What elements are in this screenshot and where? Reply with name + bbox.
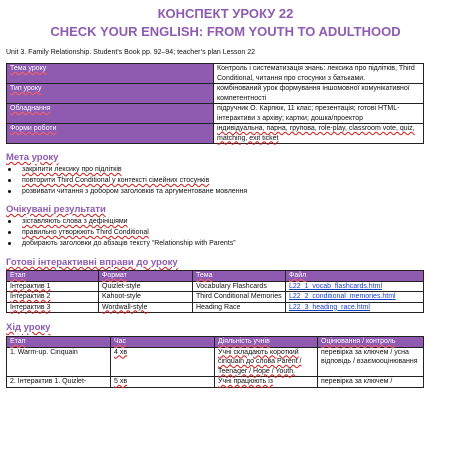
cell-stage: 1. Warm-up. Cinquain xyxy=(7,347,111,377)
goals-list xyxy=(0,164,451,197)
cell-control: перевірка за ключем / xyxy=(318,377,424,388)
page-subtitle: Unit 3. Family Relationship. Student’s Book pp. 92–94; teacher’s plan Lesson 22 xyxy=(6,49,256,56)
info-label: Тип уроку xyxy=(7,84,214,104)
lesson-flow-table xyxy=(6,336,424,388)
column-header: Час xyxy=(111,337,215,348)
cell-stage: Інтерактив 3 xyxy=(7,302,99,313)
column-header: Оцінювання / контроль xyxy=(318,337,424,348)
cell-activity: Учні складають короткий cinquain до слова Parent / Teenager / Hope / Youth. xyxy=(215,347,318,377)
page-title-line-2: CHECK YOUR ENGLISH: FROM YOUTH TO ADULTHOOD xyxy=(50,24,401,39)
goals-heading: Мета уроку xyxy=(6,152,59,163)
cell-format: Kahoot-style xyxy=(99,292,193,303)
interactives-heading: Готові інтерактивні вправи до уроку xyxy=(6,257,178,268)
cell-format: Quizlet-style xyxy=(99,281,193,292)
file-link[interactable]: L22_2_conditional_memories.html xyxy=(289,293,396,300)
column-header: Етап xyxy=(7,271,99,282)
page-title: КОНСПЕКТ УРОКУ 22 xyxy=(157,6,294,21)
outcomes-heading: Очікувані результати xyxy=(6,204,106,215)
list-item: зіставляють слова з дефініціями xyxy=(22,216,451,227)
cell-file xyxy=(286,281,424,292)
info-row xyxy=(7,84,424,104)
cell-format: Wordwall-style xyxy=(99,302,193,313)
list-item: добирають заголовки до абзаців тексту “Relationship with Parents” xyxy=(22,238,451,249)
info-row xyxy=(7,64,424,84)
info-label: Тема уроку xyxy=(7,64,214,84)
table-row xyxy=(7,292,424,303)
cell-file xyxy=(286,292,424,303)
info-label: Обладнання xyxy=(7,104,214,124)
outcomes-list xyxy=(0,216,451,249)
cell-time: 5 хв xyxy=(111,377,215,388)
table-row xyxy=(7,347,424,377)
column-header: Формат xyxy=(99,271,193,282)
cell-control: перевірка за ключем / усна відповідь / взаємооцінювання xyxy=(318,347,424,377)
lesson-info-table xyxy=(6,63,424,144)
table-row xyxy=(7,281,424,292)
file-link[interactable]: L22_3_heading_race.html xyxy=(289,303,370,311)
column-header: Тема xyxy=(193,271,286,282)
table-header-row xyxy=(7,271,424,282)
column-header: Файл xyxy=(286,271,424,282)
list-item: розвивати читання з добором заголовків та аргументоване мовлення xyxy=(22,186,451,197)
column-header: Етап xyxy=(7,337,111,348)
cell-stage: Інтерактив 1 xyxy=(7,281,99,292)
cell-activity: Учні працюють із xyxy=(215,377,318,388)
cell-file xyxy=(286,302,424,313)
cell-topic: Third Conditional Memories xyxy=(193,292,286,303)
list-item: повторити Third Conditional у контексті сімейних стосунків xyxy=(22,175,451,186)
info-value: підручник О. Карпюк, 11 клас; презентація; готові HTML-інтерактиви з архіву; картки; дошка/проектор xyxy=(214,104,424,124)
table-row xyxy=(7,377,424,388)
list-item: правильно утворюють Third Conditional xyxy=(22,227,451,238)
list-item: закріпити лексику про підлітків xyxy=(22,164,451,175)
file-link[interactable]: L22_1_vocab_flashcards.html xyxy=(289,282,383,290)
cell-stage: Інтерактив 2 xyxy=(7,292,99,303)
info-value: індивідуальна, парна, групова, role-play, classroom vote, quiz, matching, exit ticket xyxy=(214,124,424,144)
info-label: Форми роботи xyxy=(7,124,214,144)
info-row xyxy=(7,104,424,124)
info-row xyxy=(7,124,424,144)
lesson-flow-heading: Хід уроку xyxy=(6,322,51,333)
cell-time: 4 хв xyxy=(111,347,215,377)
column-header: Діяльність учнів xyxy=(215,337,318,348)
interactives-table xyxy=(6,270,424,313)
table-row xyxy=(7,302,424,313)
table-header-row xyxy=(7,337,424,348)
cell-topic: Heading Race xyxy=(193,302,286,313)
cell-topic: Vocabulary Flashcards xyxy=(193,281,286,292)
info-value: комбінований урок формування іншомовної комунікативної компетентності xyxy=(214,84,424,104)
info-value: Контроль і систематизація знань: лексика про підлітків, Third Conditional, читання про стосунки з батьками. xyxy=(214,64,424,84)
cell-stage: 2. Інтерактив 1. Quizlet- xyxy=(7,377,111,388)
